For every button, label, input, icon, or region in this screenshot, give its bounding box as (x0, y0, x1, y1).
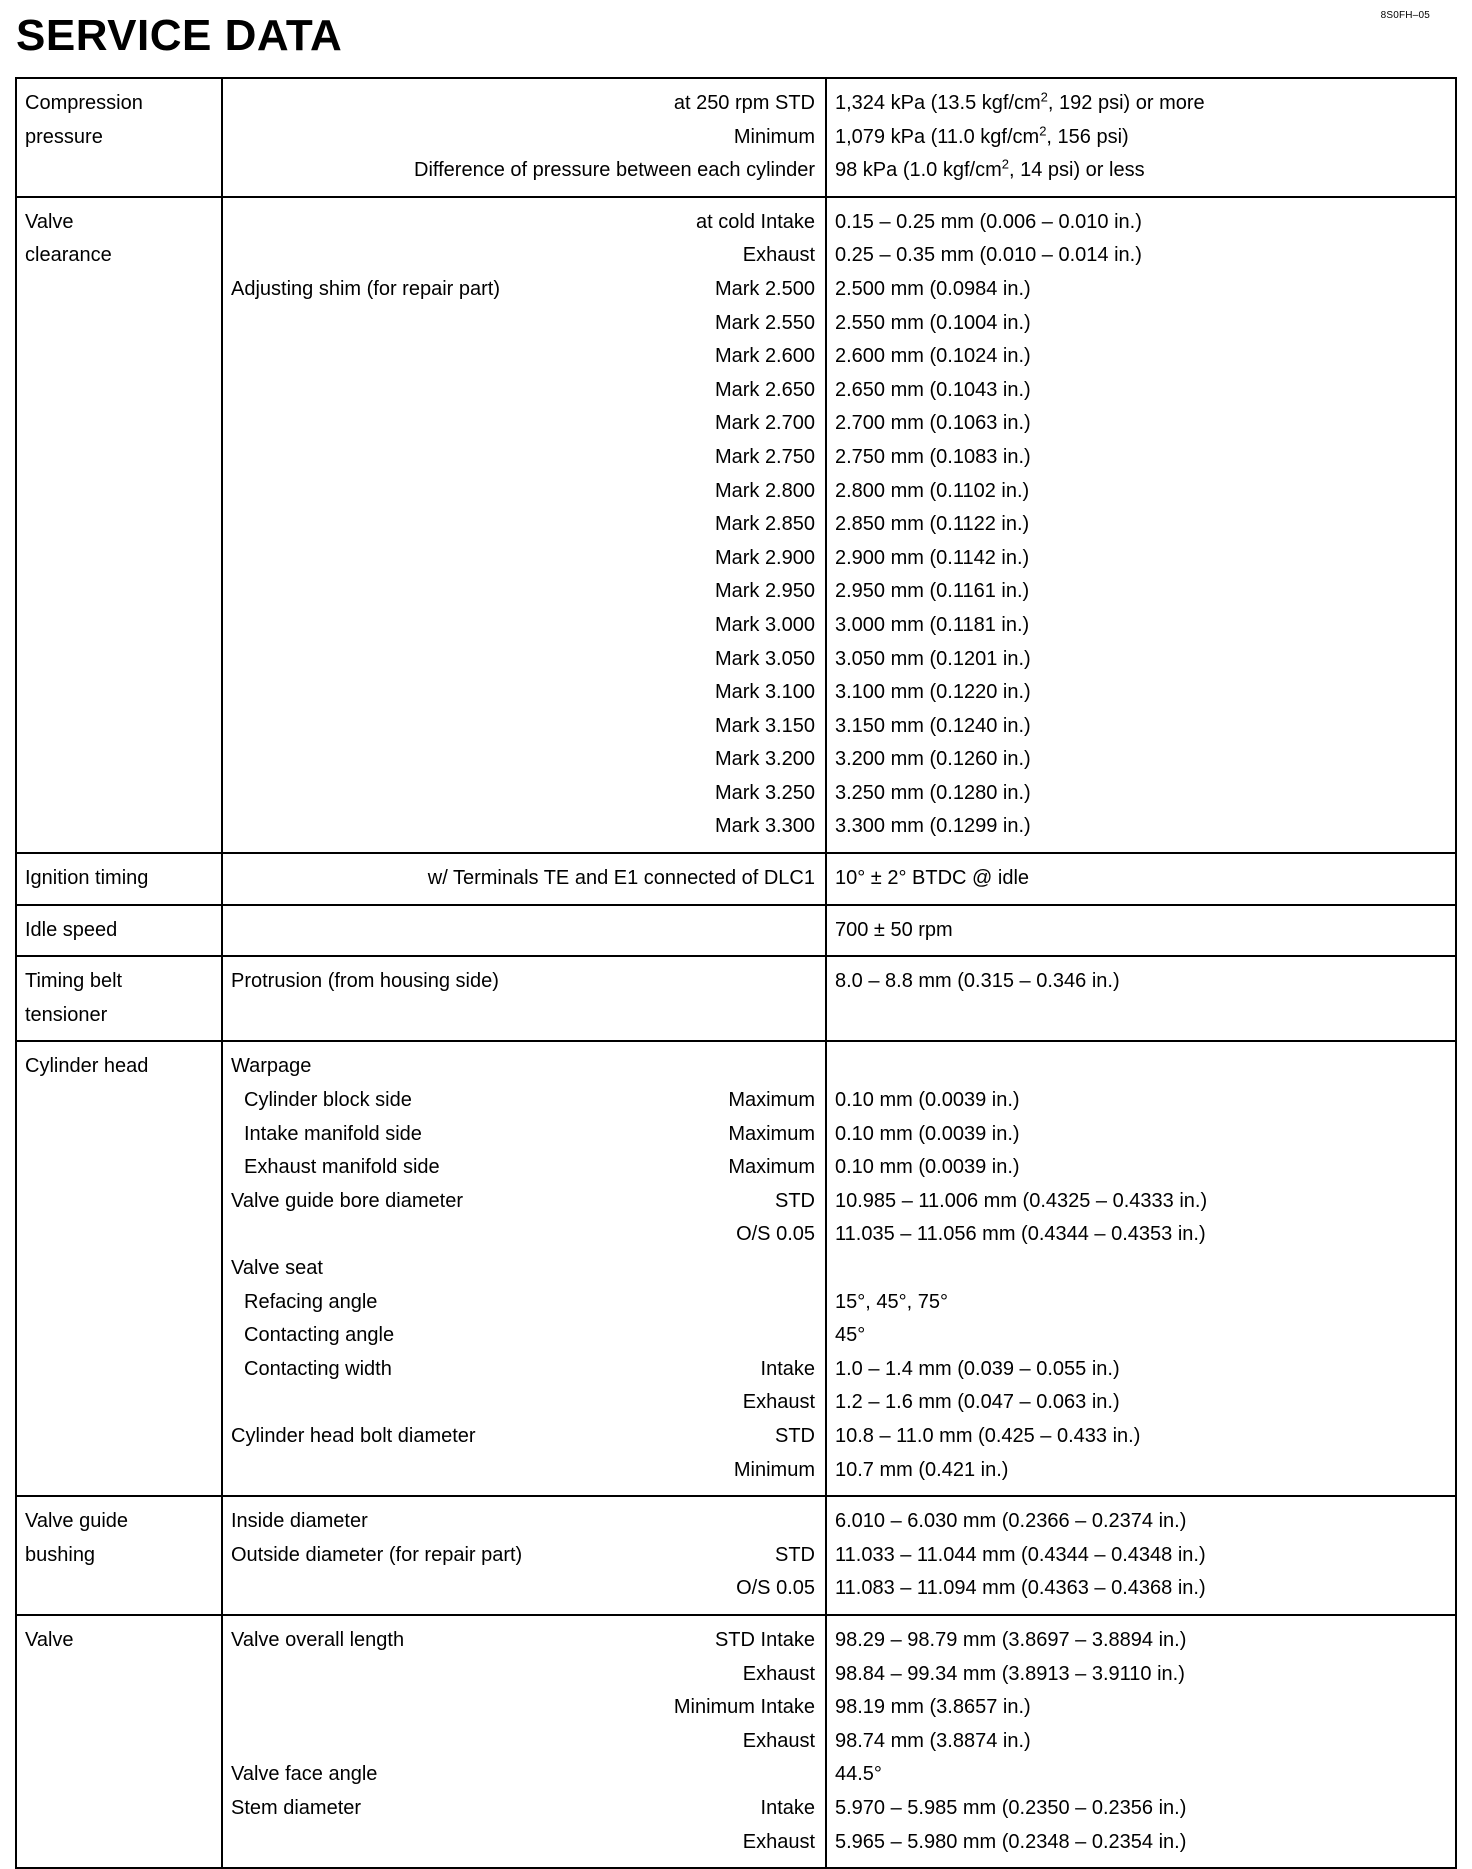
item-label: Exhaust manifold side (244, 1156, 440, 1179)
spec-value: 1.2 – 1.6 mm (0.047 – 0.063 in.) (835, 1391, 1120, 1414)
condition-column (223, 1616, 827, 1867)
condition-row (223, 340, 825, 374)
item-label: Refacing angle (244, 1290, 378, 1313)
spec-value: 11.035 – 11.056 mm (0.4344 – 0.4353 in.) (835, 1223, 1206, 1246)
condition-column (223, 906, 827, 956)
spec-value: 5.965 – 5.980 mm (0.2348 – 0.2354 in.) (835, 1830, 1187, 1853)
spec-value: 6.010 – 6.030 mm (0.2366 – 0.2374 in.) (835, 1510, 1187, 1533)
spec-value: 10.985 – 11.006 mm (0.4325 – 0.4333 in.) (835, 1189, 1208, 1212)
spec-section (17, 1042, 1455, 1497)
spec-value: 1.0 – 1.4 mm (0.039 – 0.055 in.) (835, 1357, 1120, 1380)
spec-value: 3.200 mm (0.1260 in.) (835, 748, 1031, 771)
spec-value: 10.8 – 11.0 mm (0.425 – 0.433 in.) (835, 1424, 1141, 1447)
spec-section (17, 854, 1455, 906)
condition-label: Maximum (728, 1089, 815, 1112)
condition-column (223, 1497, 827, 1614)
value-column (827, 957, 1455, 1040)
spec-value: 8.0 – 8.8 mm (0.315 – 0.346 in.) (835, 970, 1120, 993)
spec-value: 10.7 mm (0.421 in.) (835, 1458, 1009, 1481)
condition-row (223, 1758, 825, 1792)
condition-row (223, 965, 825, 999)
spec-value: 2.650 mm (0.1043 in.) (835, 378, 1031, 401)
condition-label: Mark 2.850 (714, 513, 815, 536)
section-name: Valve guide bushing (17, 1497, 223, 1614)
condition-row (223, 743, 825, 777)
value-column (827, 1042, 1455, 1495)
condition-row (223, 1792, 825, 1826)
item-label: Protrusion (from housing side) (231, 970, 499, 993)
value-column (827, 854, 1455, 904)
condition-row (223, 307, 825, 341)
spec-section (17, 1616, 1455, 1867)
condition-row (223, 1319, 825, 1353)
spec-value: 98.84 – 99.34 mm (3.8913 – 3.9110 in.) (835, 1662, 1185, 1685)
condition-label: O/S 0.05 (736, 1223, 815, 1246)
item-label: Contacting angle (244, 1324, 395, 1347)
item-label: Cylinder head bolt diameter (231, 1424, 476, 1447)
condition-label: O/S 0.05 (736, 1577, 815, 1600)
value-column (827, 79, 1455, 196)
page-title: SERVICE DATA (16, 11, 343, 60)
condition-label: at 250 rpm STD (673, 92, 815, 114)
condition-label: Mark 3.000 (714, 613, 815, 636)
section-name: Idle speed (17, 906, 223, 956)
spec-value: 3.050 mm (0.1201 in.) (835, 647, 1031, 670)
item-label: Contacting width (244, 1357, 392, 1380)
condition-label: STD Intake (714, 1628, 815, 1651)
condition-column (223, 854, 827, 904)
spec-value: 2.900 mm (0.1142 in.) (835, 546, 1030, 569)
condition-label: STD (775, 1543, 815, 1566)
condition-label: Mark 3.250 (714, 781, 815, 804)
item-label: Adjusting shim (for repair part) (231, 277, 500, 300)
condition-row (223, 1218, 825, 1252)
condition-row (223, 1386, 825, 1420)
spec-value: 2.500 mm (0.0984 in.) (835, 277, 1031, 300)
condition-column (223, 1042, 827, 1495)
condition-label: STD (775, 1424, 815, 1447)
condition-row (223, 1505, 825, 1539)
spec-value: 700 ± 50 rpm (835, 918, 953, 941)
spec-value: 11.033 – 11.044 mm (0.4344 – 0.4348 in.) (835, 1543, 1206, 1566)
condition-label: Mark 3.100 (714, 681, 815, 704)
condition-label: Exhaust (742, 244, 815, 267)
spec-value: 15°, 45°, 75° (835, 1290, 948, 1313)
item-label: Valve seat (231, 1257, 323, 1279)
spec-value: 98 kPa (1.0 kgf/$cm^2$, 14 psi) or less (835, 156, 1145, 182)
condition-row (223, 999, 825, 1033)
spec-value: 3.100 mm (0.1220 in.) (835, 681, 1031, 704)
spec-value: 3.150 mm (0.1240 in.) (835, 714, 1031, 737)
condition-row (223, 862, 825, 896)
condition-row (223, 508, 825, 542)
item-label: Inside diameter (231, 1510, 368, 1533)
spec-value: 3.250 mm (0.1280 in.) (835, 781, 1031, 804)
condition-label: STD (775, 1189, 815, 1212)
spec-value: 10° ± 2° BTDC @ idle (835, 867, 1030, 890)
condition-row (223, 154, 825, 188)
condition-row (223, 643, 825, 677)
item-label: Valve guide bore diameter (231, 1189, 463, 1212)
condition-label: Intake (760, 1357, 815, 1380)
condition-label: Mark 2.500 (714, 277, 815, 300)
condition-column (223, 198, 827, 852)
spec-value: 2.700 mm (0.1063 in.) (835, 412, 1031, 435)
condition-row (223, 1286, 825, 1320)
document-code: 8S0FH–05 (1380, 10, 1430, 21)
spec-value: 44.5° (835, 1763, 882, 1786)
spec-section (17, 957, 1455, 1042)
condition-label: Mark 2.650 (714, 378, 815, 401)
condition-label: Mark 3.050 (714, 647, 815, 670)
condition-row (223, 1454, 825, 1488)
spec-value: 11.083 – 11.094 mm (0.4363 – 0.4368 in.) (835, 1577, 1206, 1600)
section-name: Ignition timing (17, 854, 223, 904)
condition-label: Exhaust (742, 1830, 815, 1853)
condition-label: Exhaust (742, 1729, 815, 1752)
condition-row (223, 609, 825, 643)
condition-row (223, 1539, 825, 1573)
condition-label: Mark 3.200 (714, 748, 815, 771)
item-label: Valve overall length (231, 1628, 405, 1651)
spec-value: 2.800 mm (0.1102 in.) (835, 479, 1030, 502)
spec-section (17, 906, 1455, 958)
condition-row (223, 1725, 825, 1759)
spec-value: 2.550 mm (0.1004 in.) (835, 311, 1031, 334)
condition-label: Intake (760, 1796, 815, 1819)
spec-value: 2.950 mm (0.1161 in.) (835, 580, 1030, 603)
section-name: Cylinder head (17, 1042, 223, 1495)
condition-label: Mark 3.300 (714, 815, 815, 838)
condition-label: Difference of pressure between each cylinder (414, 159, 815, 182)
value-column (827, 198, 1455, 852)
condition-label: Minimum Intake (673, 1696, 815, 1719)
condition-label: Maximum (728, 1122, 815, 1145)
condition-row (223, 1624, 825, 1658)
spec-value: 1,324 kPa (13.5 kgf/$cm^2$, 192 psi) or more (835, 89, 1205, 114)
spec-value: 0.10 mm (0.0039 in.) (835, 1089, 1020, 1112)
condition-row (223, 1826, 825, 1860)
spec-value: 98.19 mm (3.8657 in.) (835, 1696, 1031, 1719)
condition-label: Minimum (733, 125, 815, 148)
condition-row (223, 1084, 825, 1118)
condition-row (223, 121, 825, 155)
condition-row (223, 542, 825, 576)
condition-row (223, 407, 825, 441)
spec-value: 0.15 – 0.25 mm (0.006 – 0.010 in.) (835, 210, 1142, 233)
condition-row (223, 239, 825, 273)
spec-section (17, 79, 1455, 198)
condition-row (223, 1353, 825, 1387)
condition-label: Minimum (733, 1458, 815, 1481)
spec-value (827, 1252, 1455, 1286)
spec-value: 2.850 mm (0.1122 in.) (835, 513, 1030, 536)
condition-label: Mark 2.950 (714, 580, 815, 603)
condition-row (223, 1658, 825, 1692)
spec-value: 98.29 – 98.79 mm (3.8697 – 3.8894 in.) (835, 1628, 1187, 1651)
section-name: Valve clearance (17, 198, 223, 852)
condition-label: Mark 2.700 (714, 412, 815, 435)
condition-row (223, 914, 825, 948)
condition-row (223, 87, 825, 121)
section-name: Valve (17, 1616, 223, 1867)
condition-row (223, 374, 825, 408)
condition-label: Mark 2.750 (714, 445, 815, 468)
condition-label: Mark 2.550 (714, 311, 815, 334)
spec-value (827, 1050, 1455, 1084)
condition-row (223, 710, 825, 744)
condition-row (223, 206, 825, 240)
condition-row (223, 1151, 825, 1185)
spec-value: 0.10 mm (0.0039 in.) (835, 1122, 1020, 1145)
condition-label: Mark 2.800 (714, 479, 815, 502)
condition-label: w/ Terminals TE and E1 connected of DLC1 (427, 867, 815, 890)
condition-row (223, 1118, 825, 1152)
condition-label: Exhaust (742, 1662, 815, 1685)
value-column (827, 906, 1455, 956)
spec-value: 5.970 – 5.985 mm (0.2350 – 0.2356 in.) (835, 1796, 1187, 1819)
spec-value: 2.600 mm (0.1024 in.) (835, 345, 1031, 368)
condition-row (223, 1185, 825, 1219)
condition-row (223, 475, 825, 509)
condition-label: Mark 3.150 (714, 714, 815, 737)
spec-value: 3.000 mm (0.1181 in.) (835, 613, 1030, 636)
spec-value: 98.74 mm (3.8874 in.) (835, 1729, 1031, 1752)
condition-row (223, 441, 825, 475)
spec-section (17, 198, 1455, 854)
spec-value: 3.300 mm (0.1299 in.) (835, 815, 1031, 838)
section-name: Timing belt tensioner (17, 957, 223, 1040)
condition-row (223, 1572, 825, 1606)
condition-row (223, 810, 825, 844)
spec-value (827, 999, 1455, 1033)
spec-section (17, 1497, 1455, 1616)
condition-row (223, 1420, 825, 1454)
condition-row (223, 777, 825, 811)
condition-column (223, 957, 827, 1040)
condition-row (223, 676, 825, 710)
item-label: Warpage (231, 1055, 312, 1078)
spec-value: 1,079 kPa (11.0 kgf/$cm^2$, 156 psi) (835, 122, 1129, 148)
spec-value: 45° (835, 1324, 866, 1347)
condition-column (223, 79, 827, 196)
section-name: Compression pressure (17, 79, 223, 196)
item-label: Outside diameter (for repair part) (231, 1543, 523, 1566)
spec-value: 0.25 – 0.35 mm (0.010 – 0.014 in.) (835, 244, 1142, 267)
condition-row (223, 1252, 825, 1286)
value-column (827, 1616, 1455, 1867)
item-label: Cylinder block side (244, 1089, 412, 1112)
item-label: Valve face angle (231, 1763, 378, 1786)
spec-value: 2.750 mm (0.1083 in.) (835, 445, 1031, 468)
condition-row (223, 273, 825, 307)
spec-value: 0.10 mm (0.0039 in.) (835, 1156, 1020, 1179)
condition-row (223, 1691, 825, 1725)
service-data-table (15, 77, 1457, 1869)
condition-label: Mark 2.900 (714, 546, 815, 569)
condition-label: Exhaust (742, 1391, 815, 1414)
value-column (827, 1497, 1455, 1614)
item-label: Intake manifold side (244, 1122, 422, 1145)
condition-label: Maximum (728, 1156, 815, 1179)
condition-row (223, 1050, 825, 1084)
condition-label: Mark 2.600 (714, 345, 815, 368)
condition-label: at cold Intake (696, 210, 815, 233)
item-label: Stem diameter (231, 1796, 362, 1819)
condition-row (223, 575, 825, 609)
